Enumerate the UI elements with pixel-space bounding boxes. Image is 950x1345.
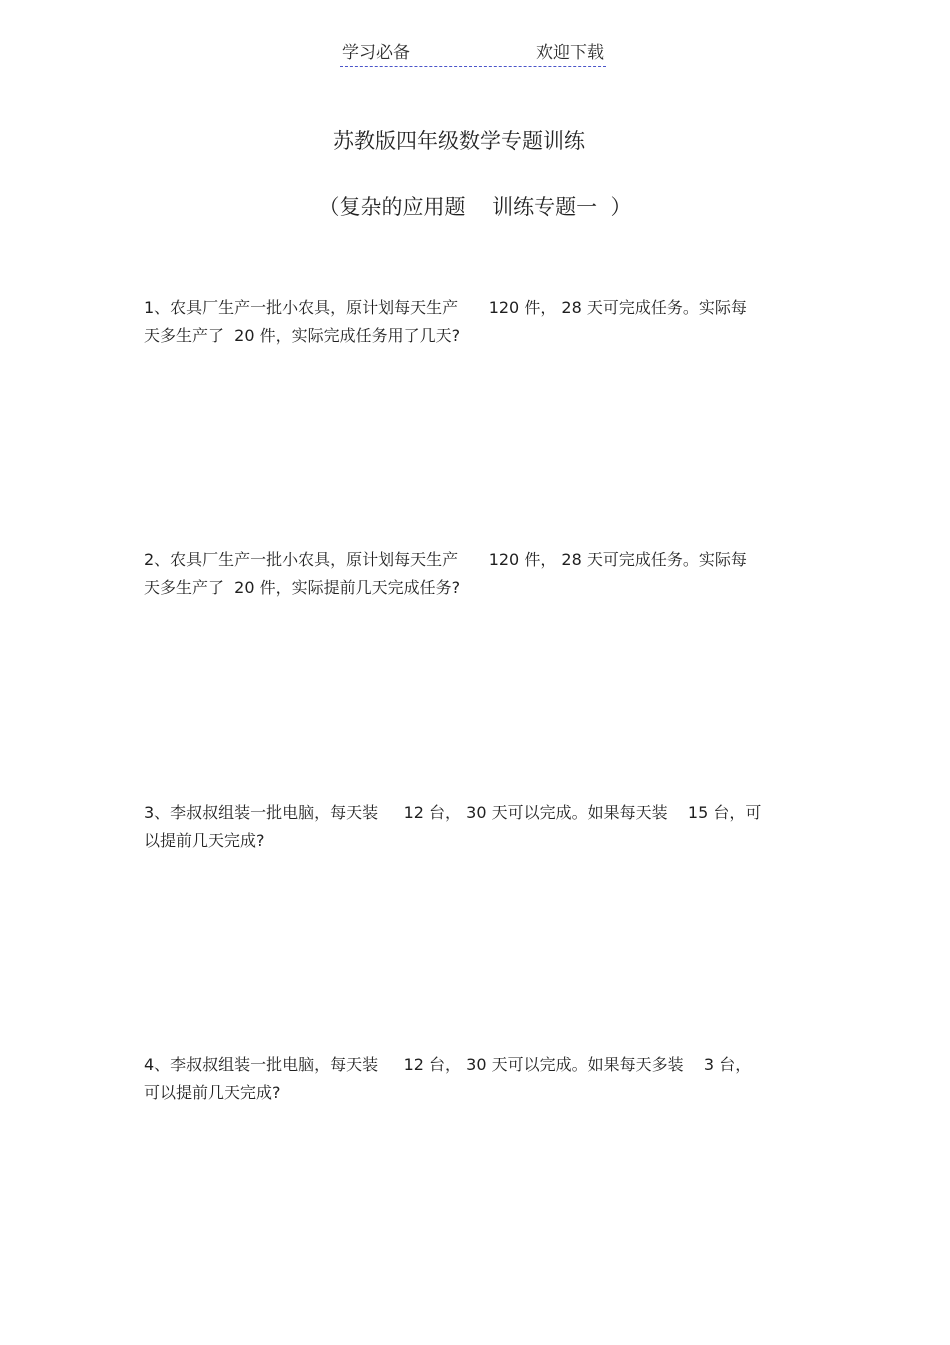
question-1-line-2: 天多生产了 20 件，实际完成任务用了几天? — [144, 326, 461, 345]
question-4 — [144, 1051, 810, 1107]
document-subtitle: （复杂的应用题 训练专题一 ） — [318, 195, 632, 219]
question-2-line-2: 天多生产了 20 件，实际提前几天完成任务? — [144, 578, 461, 597]
header-right-text: 欢迎下载 — [536, 43, 604, 63]
page-header — [340, 42, 606, 67]
document-title: 苏教版四年级数学专题训练 — [333, 129, 585, 153]
question-1-line-1: 1、农具厂生产一批小农具，原计划每天生产 120 件， 28 天可完成任务。实际每 — [144, 298, 747, 317]
question-3-line-1: 3、李叔叔组装一批电脑，每天装 12 台， 30 天可以完成。如果每天装 15 台，可 — [144, 803, 762, 822]
question-2-line-1: 2、农具厂生产一批小农具，原计划每天生产 120 件， 28 天可完成任务。实际每 — [144, 550, 747, 569]
question-1 — [144, 294, 810, 350]
question-3-line-2: 以提前几天完成? — [144, 831, 265, 850]
question-2 — [144, 546, 810, 602]
question-3 — [144, 799, 810, 855]
header-left-text: 学习必备 — [342, 43, 410, 63]
question-4-line-1: 4、李叔叔组装一批电脑，每天装 12 台， 30 天可以完成。如果每天多装 3 台， — [144, 1055, 752, 1074]
question-4-line-2: 可以提前几天完成? — [144, 1083, 281, 1102]
